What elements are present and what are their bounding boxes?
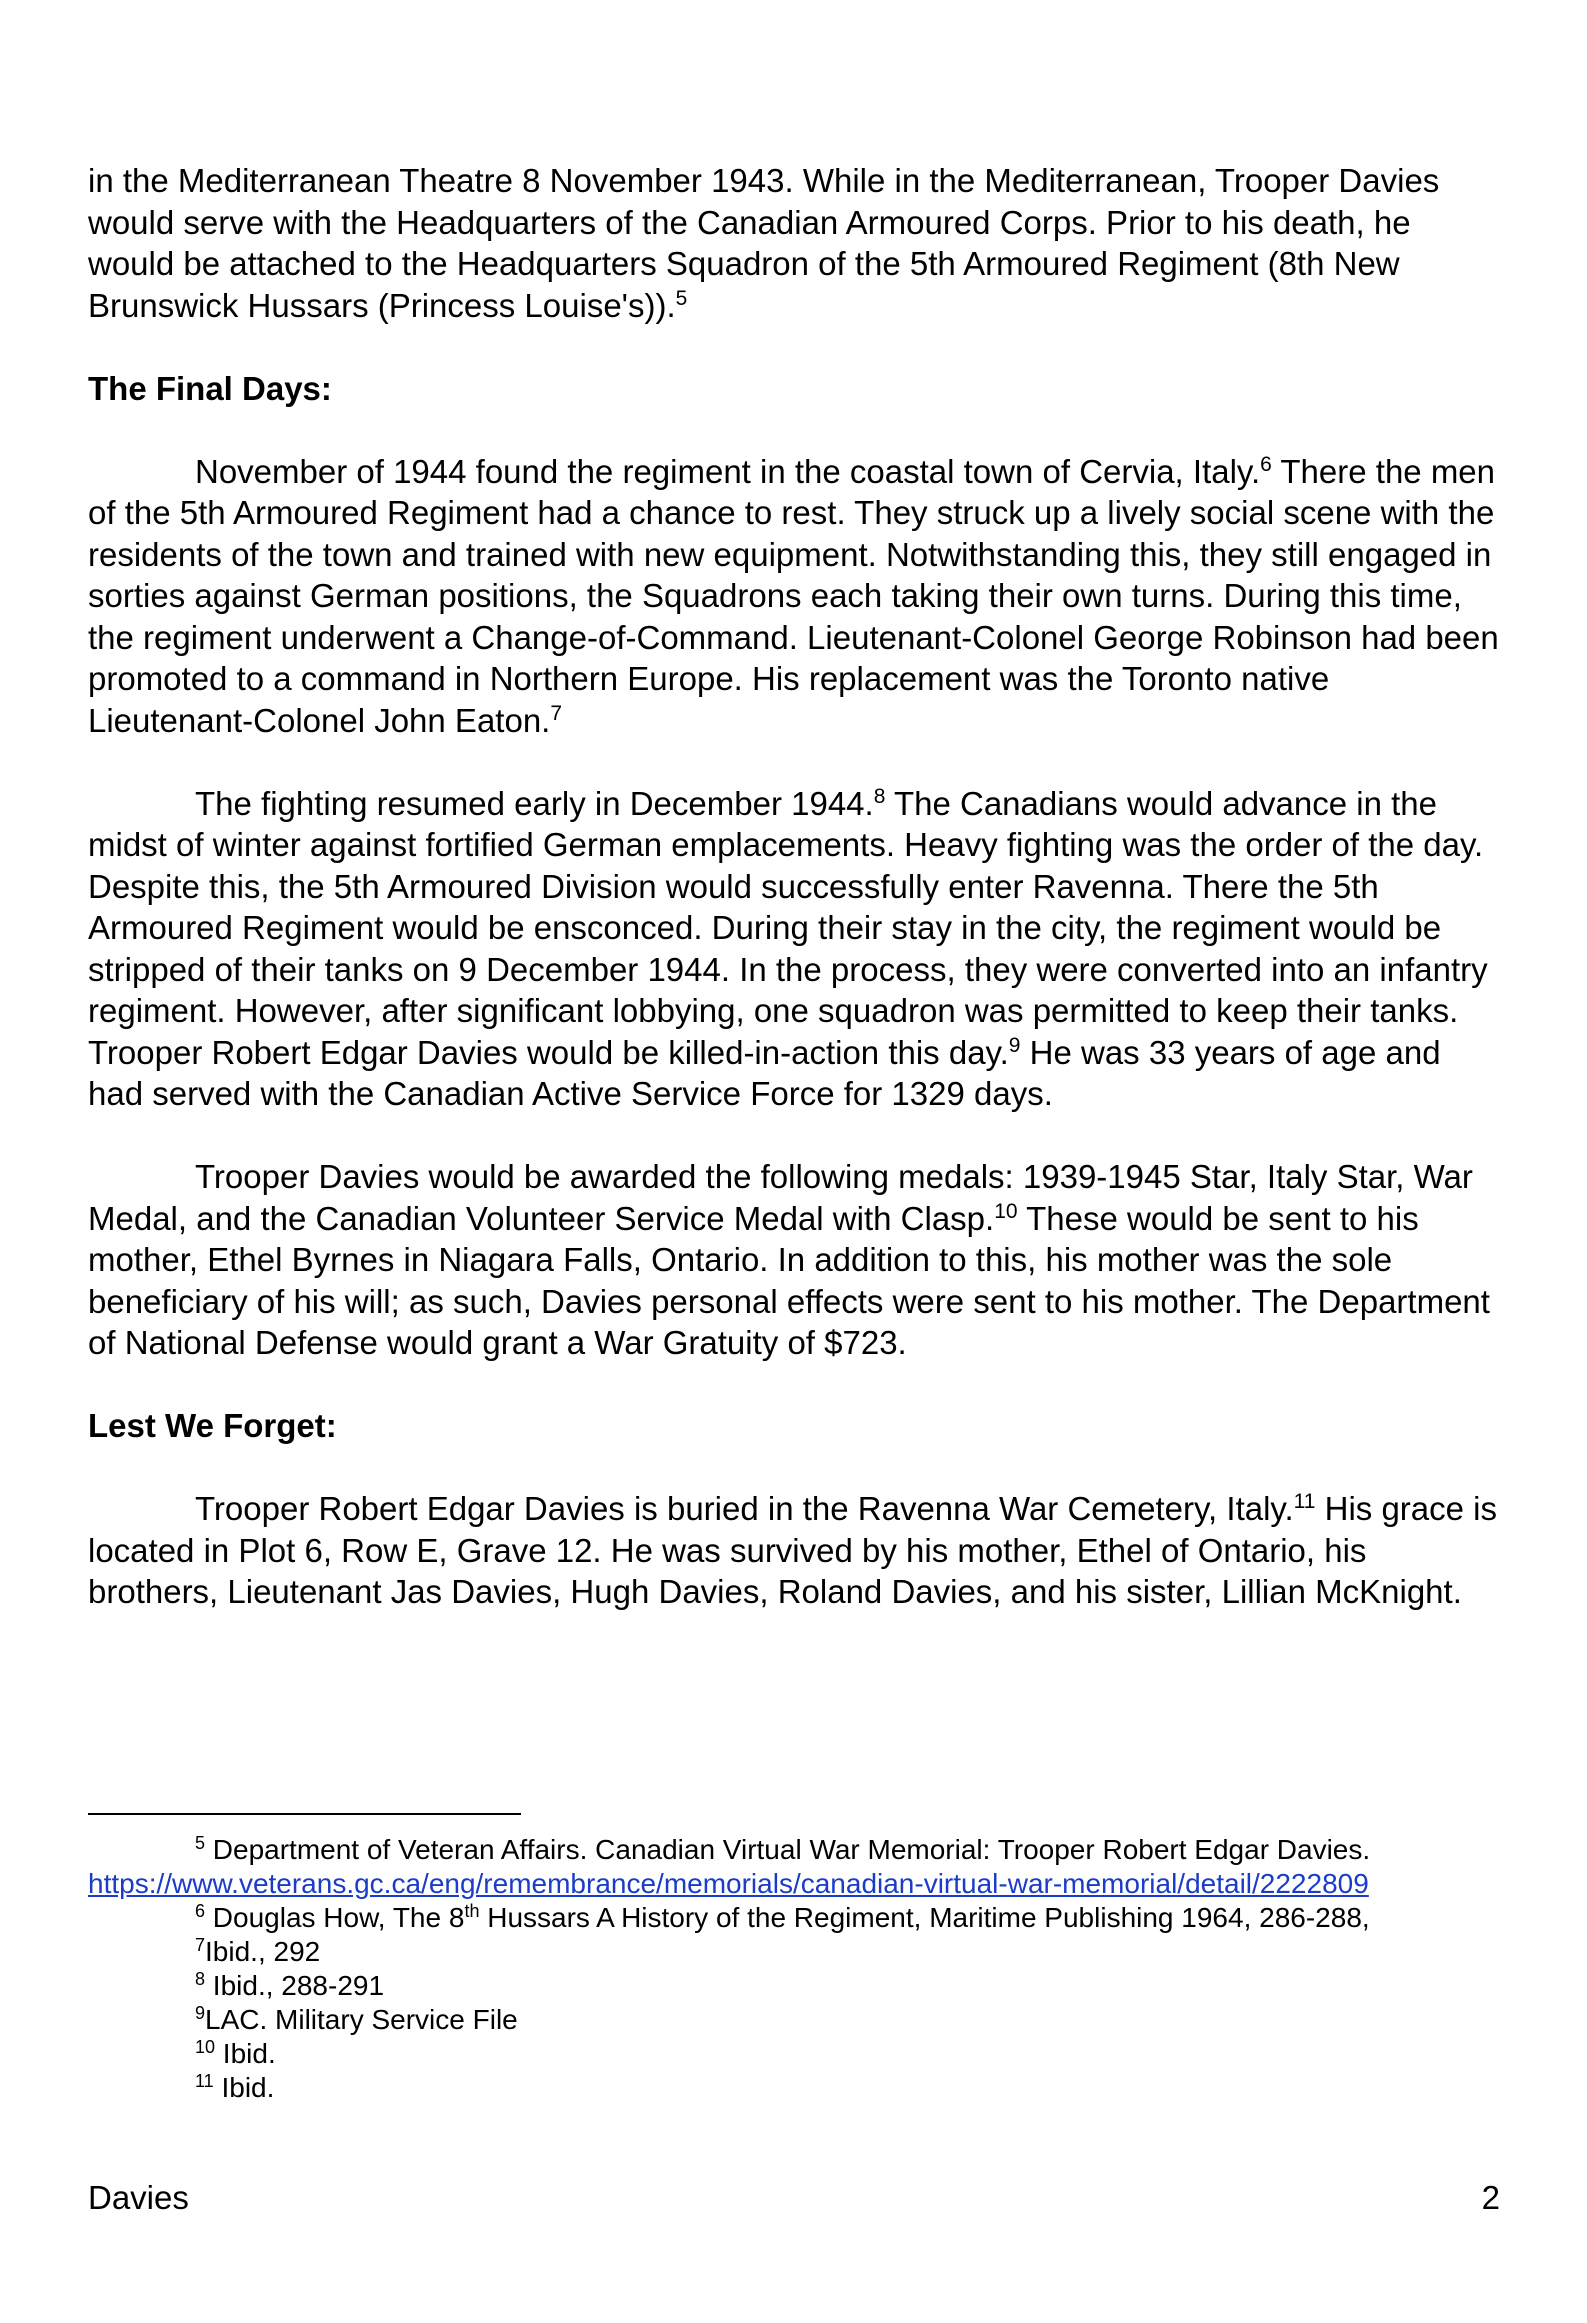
footer-author: Davies	[88, 2179, 189, 2216]
footnote-ref-5[interactable]: 5	[675, 286, 688, 310]
document-body	[88, 160, 1500, 1613]
footnote-separator	[88, 1813, 521, 1815]
footnote-ref-8[interactable]: 8	[873, 784, 886, 808]
footnote-5: $^5$ Department of Veteran Affairs. Canadian Virtual War Memorial: Trooper Robert Edgar Davies.	[195, 1833, 1371, 1865]
footnote-8: $^8$ Ibid., 288-291	[195, 1969, 385, 2001]
paragraph-burial: Trooper Robert Edgar Davies is buried in the Ravenna War Cemetery, Italy.$^{11}$ His grace is located in Plot 6, Row E, Grave 12. He was survived by his mother, Ethel of Ontario, his brothers, Lieutenant Jas Davies, Hugh Davies, Roland Davies, and his sister, Lillian McKnight.	[88, 1490, 1498, 1610]
page-number: 2	[1481, 2179, 1500, 2216]
footnote-11: $^{11}$ Ibid.	[195, 2071, 275, 2103]
footnote-9: $^9$LAC. Military Service File	[195, 2003, 518, 2035]
paragraph-ravenna: The fighting resumed early in December 1944.$^8$ The Canadians would advance in the midst of winter against fortified German emplacements. Heavy fighting was the order of the day. Despite this, the 5th Armoured Division would successfully enter Ravenna. There the 5th Armoured Regiment would be ensconced. During their stay in the city, the regiment would be stripped of their tanks on 9 December 1944. In the process, they were converted into an infantry regiment. However, after significant lobbying, one squadron was permitted to keep their tanks. Trooper Robert Edgar Davies would be killed-in-action this day.$^9$ He was 33 years of age and had served with the Canadian Active Service Force for 1329 days.	[88, 784, 1488, 1112]
footnote-7: $^7$Ibid., 292	[195, 1935, 321, 1967]
footnote-ref-10[interactable]: 10	[994, 1199, 1018, 1223]
paragraph-cervia: November of 1944 found the regiment in the coastal town of Cervia, Italy.$^6$ There the men of the 5th Armoured Regiment had a chance to rest. They struck up a lively social scene with the residents of the town and trained with new equipment. Notwithstanding this, they still engaged in sorties against German positions, the Squadrons each taking their own turns. During this time, the regiment underwent a Change-of-Command. Lieutenant-Colonel George Robinson had been promoted to a command in Northern Europe. His replacement was the Toronto native Lieutenant-Colonel John Eaton.$^7$	[88, 452, 1499, 739]
footnote-ref-9[interactable]: 9	[1008, 1033, 1021, 1057]
paragraph-medals: Trooper Davies would be awarded the following medals: 1939-1945 Star, Italy Star, War Medal, and the Canadian Volunteer Service Medal with Clasp.$^{10}$ These would be sent to his mother, Ethel Byrnes in Niagara Falls, Ontario. In addition to this, his mother was the sole beneficiary of his will; as such, Davies personal effects were sent to his mother. The Department of National Defense would grant a War Gratuity of $723.	[88, 1158, 1490, 1361]
footnote-6: $^6$ Douglas How, The 8th Hussars A History of the Regiment, Maritime Publishing 1964, 286-288,	[195, 1901, 1370, 1933]
footnote-5-link[interactable]: https://www.veterans.gc.ca/eng/remembrance/memorials/canadian-virtual-war-memorial/detail/2222809	[88, 1868, 1369, 1899]
footnote-10: $^{10}$ Ibid.	[195, 2037, 276, 2069]
footnote-ref-11[interactable]: 11	[1293, 1490, 1316, 1513]
footnotes-section	[88, 1833, 1500, 2105]
footnote-ref-7[interactable]: 7	[550, 701, 563, 725]
intro-paragraph: in the Mediterranean Theatre 8 November 1943. While in the Mediterranean, Trooper Davies would serve with the Headquarters of the Canadian Armoured Corps. Prior to his death, he would be attached to the Headquarters Squadron of the 5th Armoured Regiment (8th New Brunswick Hussars (Princess Louise's)).$^5$	[88, 162, 1440, 324]
footnote-ref-6[interactable]: 6	[1260, 452, 1272, 476]
heading-lest-we-forget: Lest We Forget:	[88, 1407, 337, 1444]
heading-final-days: The Final Days:	[88, 369, 332, 407]
